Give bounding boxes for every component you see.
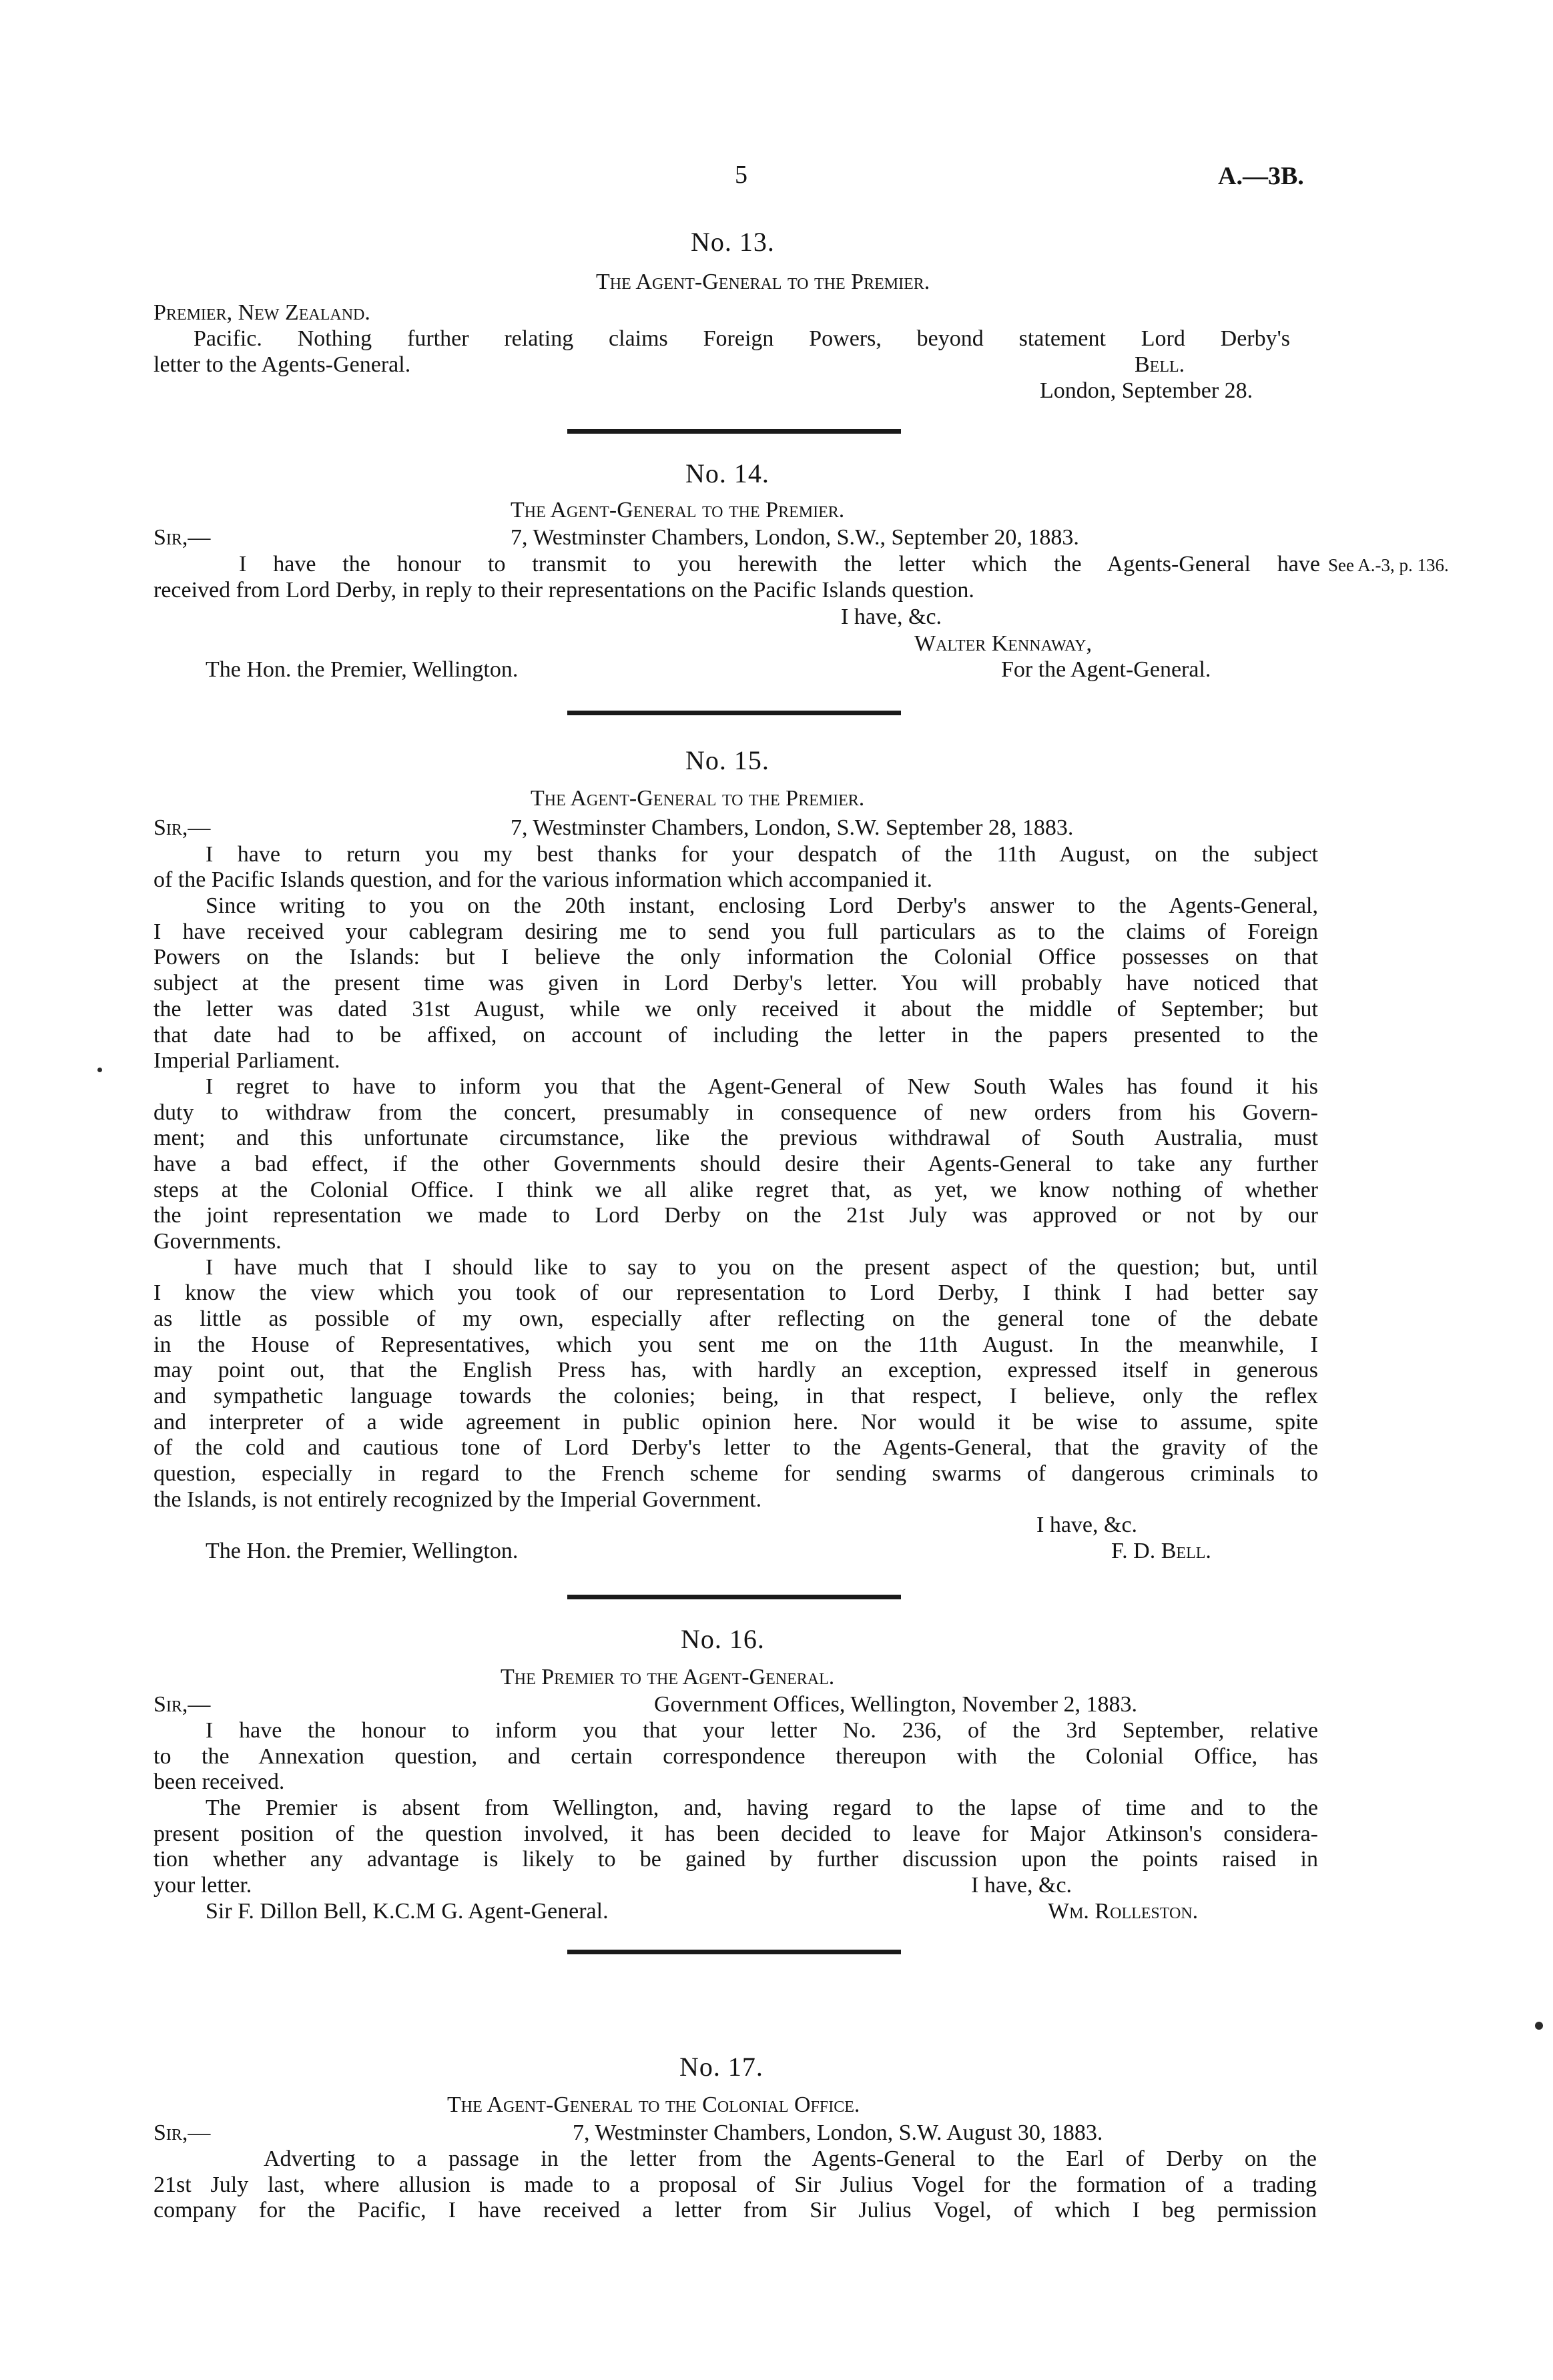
section-13-subtitle: The Agent-General to the Premier. bbox=[596, 270, 930, 294]
section-15-para-2-line: I have received your cablegram desiring me to send you full particulars as to the claims of Foreign bbox=[153, 919, 1318, 944]
section-13-place-date: London, September 28. bbox=[1040, 378, 1253, 403]
section-16-para-1-line: been received. bbox=[153, 1769, 285, 1794]
section-14-salutation: Sir,— bbox=[153, 525, 211, 550]
section-15-para-3-line: duty to withdraw from the concert, presumably in consequence of new orders from his Govern- bbox=[153, 1100, 1318, 1125]
section-16-para-1-line: to the Annexation question, and certain correspondence thereupon with the Colonial Office, has bbox=[153, 1744, 1318, 1769]
section-15-para-2-line: subject at the present time was given in Lord Derby's letter. You will probably have noticed that bbox=[153, 971, 1318, 996]
section-14-title: No. 14. bbox=[685, 458, 769, 488]
section-16-closing: I have, &c. bbox=[971, 1873, 1072, 1898]
section-15-para-4-line: I know the view which you took of our representation to Lord Derby, I think I had better say bbox=[153, 1280, 1318, 1305]
section-13-body-line: letter to the Agents-General. bbox=[153, 352, 411, 377]
section-15-para-2-line: the letter was dated 31st August, while we only received it about the middle of September; but bbox=[153, 997, 1318, 1022]
section-15-para-4-line: as little as possible of my own, especially after reflecting on the general tone of the debate bbox=[153, 1306, 1318, 1331]
section-17-subtitle: The Agent-General to the Colonial Office. bbox=[447, 2092, 860, 2117]
section-15-para-4-line: the Islands, is not entirely recognized by the Imperial Government. bbox=[153, 1487, 762, 1512]
section-15-para-2-line: Since writing to you on the 20th instant, enclosing Lord Derby's answer to the Agents-General, bbox=[206, 893, 1318, 918]
section-15-para-1-line: I have to return you my best thanks for your despatch of the 11th August, on the subject bbox=[206, 842, 1318, 867]
section-15-address: 7, Westminster Chambers, London, S.W. September 28, 1883. bbox=[511, 815, 1074, 840]
section-16-para-1-line: I have the honour to inform you that your letter No. 236, of the 3rd September, relative bbox=[206, 1718, 1318, 1743]
section-14-subtitle: The Agent-General to the Premier. bbox=[511, 498, 845, 522]
section-15-salutation: Sir,— bbox=[153, 815, 211, 840]
section-15-para-2-line: Imperial Parliament. bbox=[153, 1048, 340, 1073]
page-number: 5 bbox=[735, 161, 747, 189]
section-divider bbox=[567, 711, 901, 715]
section-15-signature: F. D. Bell. bbox=[1111, 1539, 1211, 1563]
section-17-para-1-line: company for the Pacific, I have received a letter from Sir Julius Vogel, of which I beg permission bbox=[153, 2198, 1317, 2223]
section-16-recipient: Sir F. Dillon Bell, K.C.M G. Agent-General. bbox=[206, 1899, 609, 1924]
section-15-para-3-line: have a bad effect, if the other Governments should desire their Agents-General to take any further bbox=[153, 1152, 1318, 1176]
section-13-title: No. 13. bbox=[691, 227, 775, 257]
section-17-salutation: Sir,— bbox=[153, 2120, 211, 2145]
section-divider bbox=[567, 429, 901, 434]
section-divider bbox=[567, 1950, 901, 1954]
section-14-address: 7, Westminster Chambers, London, S.W., September 20, 1883. bbox=[511, 525, 1079, 550]
section-15-para-3-line: ment; and this unfortunate circumstance, like the previous withdrawal of South Australia, must bbox=[153, 1126, 1318, 1150]
section-17-address: 7, Westminster Chambers, London, S.W. August 30, 1883. bbox=[573, 2120, 1103, 2145]
section-14-closing: I have, &c. bbox=[841, 605, 942, 629]
section-16-salutation: Sir,— bbox=[153, 1692, 211, 1717]
section-17-para-1-line: 21st July last, where allusion is made to a proposal of Sir Julius Vogel for the formation of a trading bbox=[153, 2172, 1317, 2197]
section-15-title: No. 15. bbox=[685, 745, 769, 775]
section-16-para-2-line: The Premier is absent from Wellington, and, having regard to the lapse of time and to the bbox=[206, 1796, 1318, 1820]
section-14-body-line: received from Lord Derby, in reply to their representations on the Pacific Islands question. bbox=[153, 578, 974, 603]
section-13-addressee: Premier, New Zealand. bbox=[153, 300, 370, 325]
section-14-body-line: I have the honour to transmit to you herewith the letter which the Agents-General have bbox=[239, 552, 1320, 576]
section-15-para-4-line: and interpreter of a wide agreement in public opinion here. Nor would it be wise to assume, spite bbox=[153, 1410, 1318, 1435]
section-17-para-1-line: Adverting to a passage in the letter from the Agents-General to the Earl of Derby on the bbox=[264, 2146, 1317, 2171]
section-16-address: Government Offices, Wellington, November 2, 1883. bbox=[654, 1692, 1138, 1717]
section-15-subtitle: The Agent-General to the Premier. bbox=[531, 786, 865, 811]
section-15-para-4-line: question, especially in regard to the French scheme for sending swarms of dangerous criminals to bbox=[153, 1461, 1318, 1486]
section-15-para-3-line: I regret to have to inform you that the Agent-General of New South Wales has found it his bbox=[206, 1074, 1318, 1099]
section-15-para-2-line: Powers on the Islands: but I believe the only information the Colonial Office possesses on that bbox=[153, 945, 1318, 969]
print-mark bbox=[1535, 2022, 1543, 2030]
section-15-para-4-line: in the House of Representatives, which you sent me on the 11th August. In the meanwhile, I bbox=[153, 1332, 1318, 1357]
margin-reference-note: See A.-3, p. 136. bbox=[1328, 555, 1449, 575]
section-15-para-3-line: steps at the Colonial Office. I think we all alike regret that, as yet, we know nothing of whether bbox=[153, 1178, 1318, 1202]
section-14-signature-role: For the Agent-General. bbox=[1001, 657, 1211, 682]
section-17-title: No. 17. bbox=[679, 2052, 763, 2082]
section-15-para-4-line: and sympathetic language towards the colonies; being, in that respect, I believe, only the reflex bbox=[153, 1384, 1318, 1409]
section-divider bbox=[567, 1595, 901, 1599]
section-15-para-3-line: Governments. bbox=[153, 1229, 282, 1254]
section-16-subtitle: The Premier to the Agent-General. bbox=[501, 1665, 835, 1689]
section-16-para-2-line: your letter. bbox=[153, 1873, 252, 1898]
section-15-para-4-line: of the cold and cautious tone of Lord Derby's letter to the Agents-General, that the gravity of the bbox=[153, 1435, 1318, 1460]
section-15-para-3-line: the joint representation we made to Lord Derby on the 21st July was approved or not by our bbox=[153, 1203, 1318, 1228]
section-16-para-2-line: tion whether any advantage is likely to be gained by further discussion upon the points raised in bbox=[153, 1847, 1318, 1872]
section-15-recipient: The Hon. the Premier, Wellington. bbox=[206, 1539, 519, 1563]
section-13-signature: Bell. bbox=[1135, 352, 1185, 377]
section-14-recipient: The Hon. the Premier, Wellington. bbox=[206, 657, 519, 682]
section-14-signature: Walter Kennaway, bbox=[914, 631, 1092, 656]
section-16-title: No. 16. bbox=[681, 1624, 765, 1654]
section-15-para-1-line: of the Pacific Islands question, and for the various information which accompanied it. bbox=[153, 867, 933, 892]
section-13-body-line: Pacific. Nothing further relating claims Foreign Powers, beyond statement Lord Derby's bbox=[194, 326, 1290, 351]
section-16-signature: Wm. Rolleston. bbox=[1048, 1899, 1199, 1924]
section-15-closing: I have, &c. bbox=[1036, 1513, 1138, 1537]
section-15-para-4-line: may point out, that the English Press has, with hardly an exception, expressed itself in generous bbox=[153, 1358, 1318, 1382]
section-16-para-2-line: present position of the question involved, it has been decided to leave for Major Atkinson's considera- bbox=[153, 1822, 1318, 1846]
print-mark bbox=[97, 1068, 102, 1072]
section-15-para-2-line: that date had to be affixed, on account of including the letter in the papers presented to the bbox=[153, 1023, 1318, 1048]
section-15-para-4-line: I have much that I should like to say to you on the present aspect of the question; but, until bbox=[206, 1255, 1318, 1280]
document-reference: A.—3B. bbox=[1218, 162, 1304, 190]
